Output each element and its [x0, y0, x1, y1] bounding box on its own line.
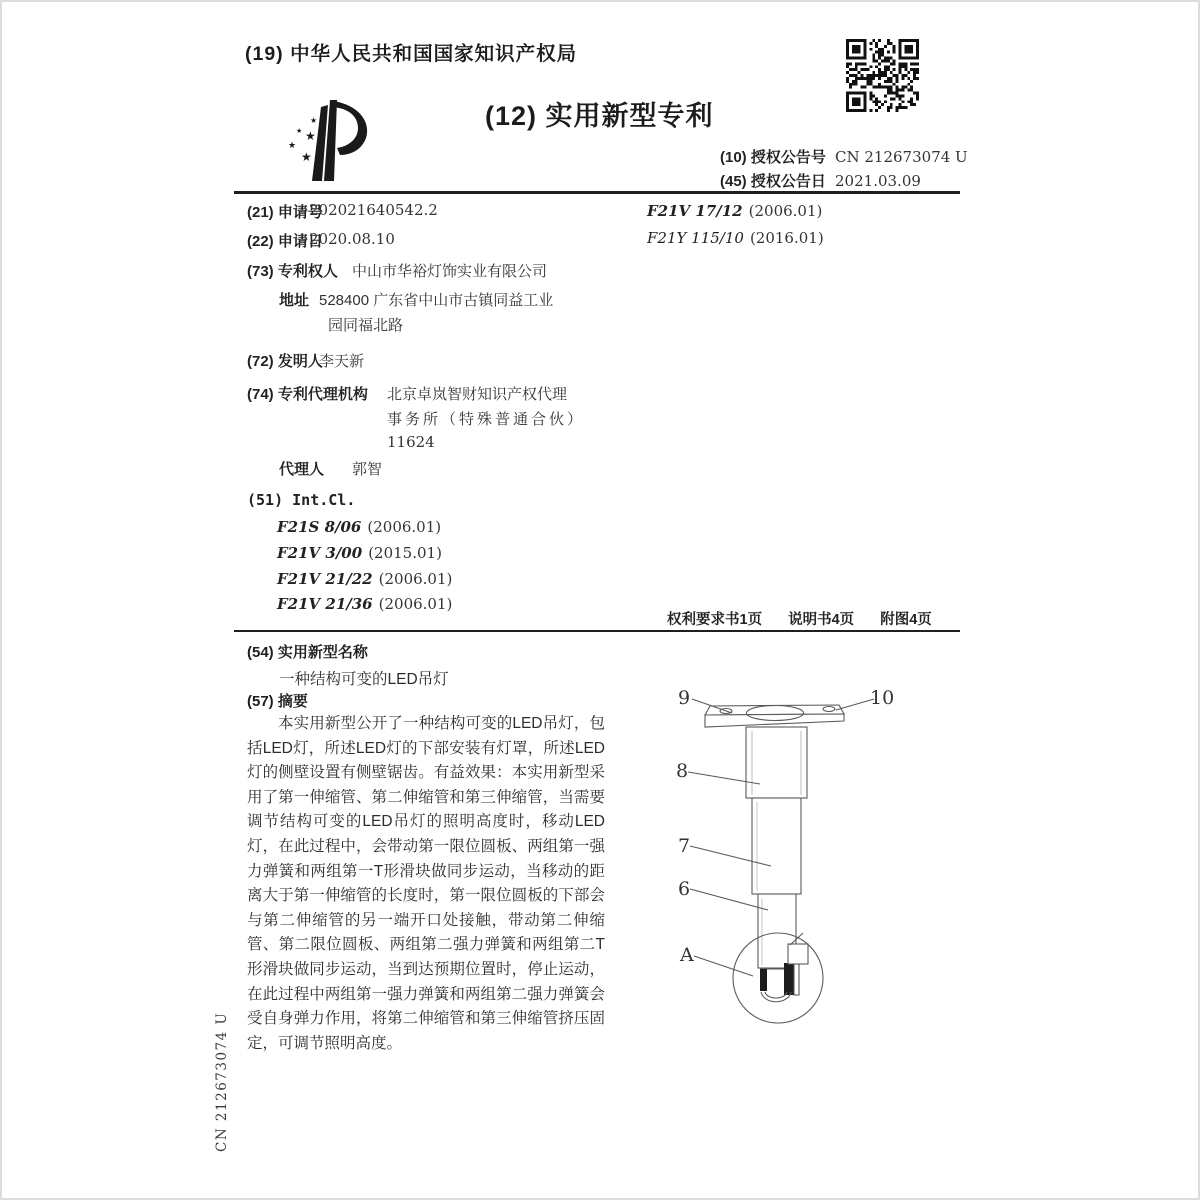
- ipc-date: (2006.01): [378, 570, 453, 588]
- ipc-date: (2015.01): [368, 544, 442, 562]
- abstract-section-label: (57) 摘要: [247, 693, 308, 710]
- pub-date-label: (45) 授权公告日: [720, 173, 826, 190]
- claims-pages: 权利要求书1页: [667, 612, 763, 628]
- header-divider: [234, 191, 960, 194]
- side-doc-id: CN 212673074 U: [214, 1011, 230, 1152]
- pub-date-value: 2021.03.09: [835, 172, 921, 190]
- cnipa-logo-icon: [274, 88, 400, 190]
- intcl-row: [2, 491, 1198, 513]
- invention-title: 一种结构可变的LED吊灯: [279, 671, 449, 688]
- description-pages: 说明书4页: [788, 612, 855, 628]
- qr-code-icon: [846, 39, 919, 112]
- ipc-entry-right: [647, 202, 822, 220]
- pub-no-label: (10) 授权公告号: [720, 149, 826, 166]
- agency-row-2: [2, 408, 1198, 430]
- address-row: [2, 289, 1198, 311]
- ipc-entry: [277, 570, 452, 588]
- agency-label: (74) 专利代理机构: [247, 386, 368, 403]
- logo-star-icon: ★: [288, 141, 297, 151]
- agency-line1: 北京卓岚智财知识产权代理: [387, 386, 568, 403]
- address-label: 地址: [279, 292, 310, 309]
- ipc-entry: [277, 518, 441, 536]
- ipc-code: F21Y 115/10: [647, 229, 744, 247]
- ipc-date: (2006.01): [748, 202, 823, 220]
- figure-label-A: A: [680, 944, 694, 966]
- logo-star-icon: ★: [305, 129, 316, 143]
- doc-type-title: (12) 实用新型专利: [485, 101, 714, 131]
- logo-star-icon: ★: [296, 127, 303, 135]
- app-no-label: (21) 申请号: [247, 204, 323, 221]
- ipc-date: (2006.01): [367, 518, 442, 536]
- application-number-row: [2, 201, 1198, 223]
- patentee-value: 中山市华裕灯饰实业有限公司: [352, 263, 548, 280]
- logo-star-icon: ★: [310, 116, 318, 125]
- agency-row: [2, 383, 1198, 405]
- address-row-2: [2, 314, 1198, 336]
- section-divider: [234, 630, 960, 632]
- ipc-code: F21V 21/36: [277, 595, 373, 613]
- agent-label: 代理人: [279, 461, 325, 478]
- app-date-value: 2020.08.10: [309, 230, 395, 248]
- application-date-row: [2, 230, 1198, 252]
- pages-info: [667, 608, 954, 629]
- ipc-code: F21V 3/00: [277, 544, 363, 562]
- authority-line: (19) 中华人民共和国国家知识产权局: [245, 43, 578, 65]
- agency-row-3: [2, 433, 1198, 455]
- figure-label-7: 7: [678, 835, 691, 857]
- lamp-drawing: [688, 699, 874, 1023]
- ipc-entry-right: [647, 229, 824, 247]
- agent-value: 郭智: [352, 461, 383, 478]
- figure-label-10: 10: [870, 687, 895, 709]
- ipc-entry: [277, 595, 452, 613]
- ipc-code: F21V 21/22: [277, 570, 373, 588]
- ipc-date: (2006.01): [378, 595, 453, 613]
- app-date-label: (22) 申请日: [247, 233, 323, 250]
- publication-number-line: [720, 146, 968, 167]
- inventor-value: 李天新: [319, 353, 365, 370]
- figure-label-9: 9: [678, 687, 691, 709]
- ipc-date: (2016.01): [749, 229, 824, 247]
- title-section-label: (54) 实用新型名称: [247, 644, 368, 661]
- pub-no-value: CN 212673074 U: [835, 148, 968, 166]
- inventor-row: [2, 350, 1198, 372]
- patentee-row: [2, 260, 1198, 282]
- ipc-code: F21S 8/06: [277, 518, 362, 536]
- address-line1: 528400 广东省中山市古镇同益工业: [319, 292, 554, 309]
- logo-star-icon: ★: [301, 150, 312, 164]
- patentee-label: (73) 专利权人: [247, 263, 338, 280]
- figure-label-8: 8: [676, 760, 689, 782]
- publication-date-line: [720, 170, 921, 191]
- ipc-code: F21V 17/12: [647, 202, 743, 220]
- drawings-pages: 附图4页: [880, 612, 932, 628]
- agency-line3: 11624: [387, 433, 435, 451]
- address-line2: 园同福北路: [328, 317, 404, 334]
- app-no-value: 202021640542.2: [309, 201, 438, 219]
- ipc-entry: [277, 544, 442, 562]
- figure-label-6: 6: [678, 878, 691, 900]
- patent-figure: [652, 662, 972, 1042]
- agency-line2: 事务所（特殊普通合伙）: [387, 411, 586, 428]
- inventor-label: (72) 发明人: [247, 353, 323, 370]
- intcl-label: (51) Int.Cl.: [247, 491, 356, 509]
- agent-row: [2, 458, 1198, 480]
- abstract-text: 本实用新型公开了一种结构可变的LED吊灯，包括LED灯，所述LED灯的下部安装有灯罩，所述LED灯的侧壁设置有侧壁锯齿。有益效果：本实用新型采用了第一伸缩管、第二伸缩管和第三伸缩管，当需要调节结构可变的LED吊灯的照明高度时，移动LED灯，在此过程中，会带动第一限位圆板、两组第一强力弹簧和两组第一T形滑块做同步运动，当移动的距离大于第一伸缩管的长度时，第一限位圆板的下部会与第二伸缩管的另一端开口处接触，带动第二伸缩管、第二限位圆板、两组第二强力弹簧和两组第二T形滑块做同步运动，当到达预期位置时，停止运动，在此过程中两组第一强力弹簧和两组第二强力弹簧会受自身弹力作用，将第二伸缩管和第三伸缩管挤压固定，可调节照明高度。: [247, 715, 605, 1052]
